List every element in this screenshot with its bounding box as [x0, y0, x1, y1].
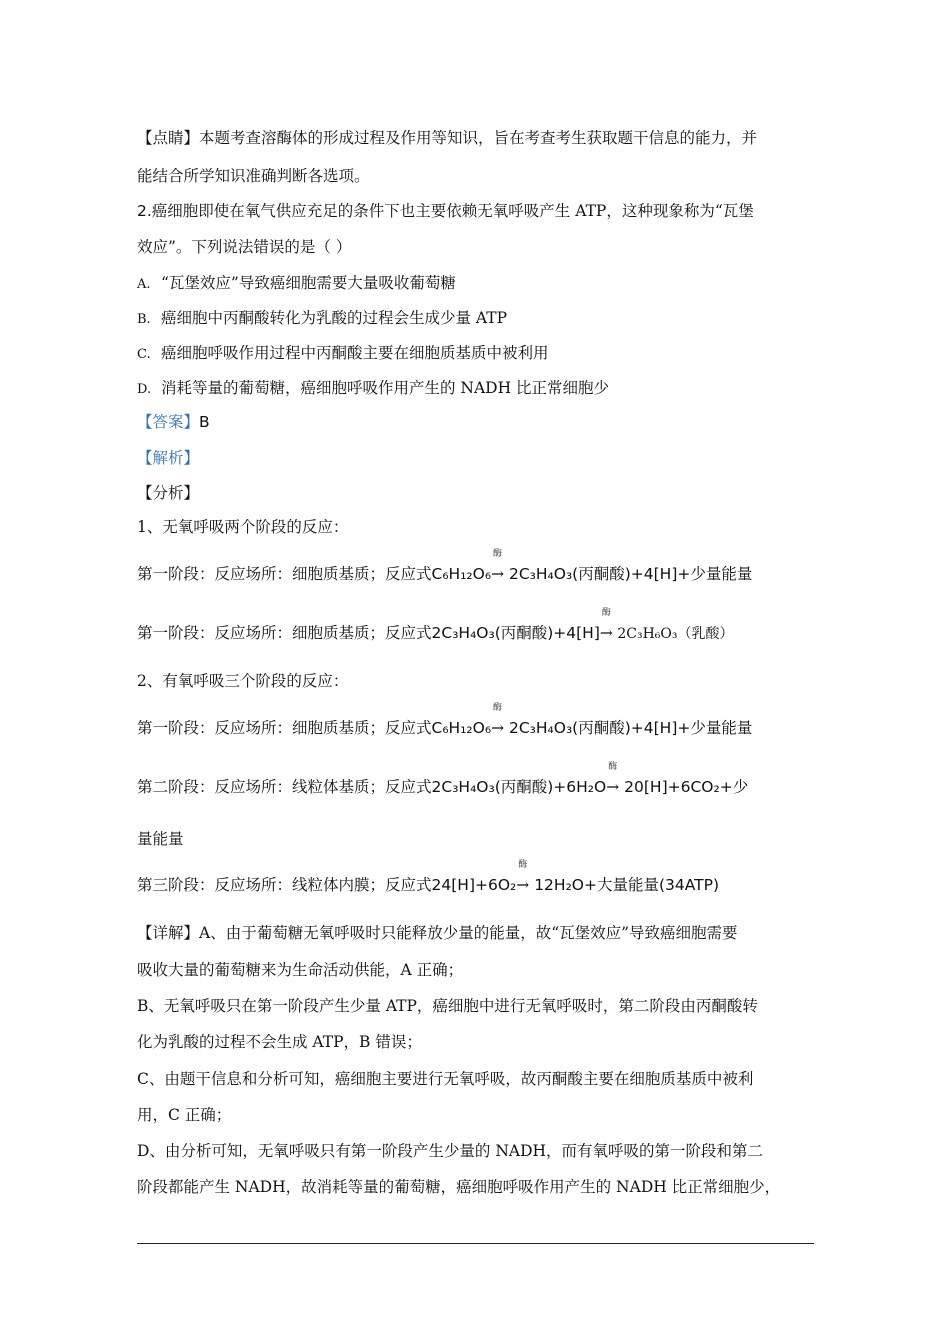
- aerobic-s2-prefix: 第二阶段：反应场所：线粒体基质；反应式: [137, 778, 432, 796]
- answer-label: 【答案】: [137, 413, 200, 431]
- enzyme-label: 酶: [493, 703, 503, 713]
- option-d-letter: D.: [137, 382, 152, 397]
- aerobic-stage-2-cont: 量能量: [137, 830, 184, 848]
- aerobic-stage-2: [137, 762, 813, 797]
- fenxi-label: 【分析】: [137, 484, 200, 502]
- answer-line: [137, 412, 813, 432]
- anaerobic-s1-product: 2C₃H₄O₃(丙酮酸)+4[H]+: [504, 565, 691, 583]
- enzyme-label: 酶: [518, 860, 528, 870]
- dianjing-line-2: 能结合所学知识准确判断各选项。: [137, 167, 370, 185]
- aerobic-s3-arrow: 酶 →: [516, 875, 529, 895]
- detail-line-3: B、无氧呼吸只在第一阶段产生少量 ATP，癌细胞中进行无氧呼吸时，第二阶段由丙酮酸转: [137, 997, 758, 1015]
- aerobic-stage-1: [137, 703, 813, 738]
- aerobic-s2-reactant: 2C₃H₄O₃(丙酮酸)+6H₂O: [431, 778, 607, 796]
- anaerobic-s2-product: 2C₃H₆O₃（乳酸）: [612, 626, 734, 642]
- aerobic-s1-prefix: 第一阶段：反应场所：细胞质基质；反应式: [137, 719, 432, 737]
- aerobic-s3-atp: (34ATP): [659, 876, 720, 894]
- detail-line-8: 阶段都能产生 NADH，故消耗等量的葡萄糖，癌细胞呼吸作用产生的 NADH 比正常细胞少，: [137, 1178, 781, 1196]
- detail-line-7: D、由分析可知，无氧呼吸只有第一阶段产生少量的 NADH，而有氧呼吸的第一阶段和第二: [137, 1142, 764, 1160]
- detail-line-5: C、由题干信息和分析可知，癌细胞主要进行无氧呼吸，故丙酮酸主要在细胞质基质中被利: [137, 1070, 754, 1088]
- anaerobic-s2-prefix: 第一阶段：反应场所：细胞质基质；反应式: [137, 624, 432, 642]
- option-c: [137, 343, 813, 365]
- anaerobic-s1-prefix: 第一阶段：反应场所：细胞质基质；反应式: [137, 565, 432, 583]
- question-number: 2.: [137, 202, 152, 220]
- aerobic-s3-tail: 大量能量: [596, 876, 659, 894]
- aerobic-s2-arrow: 酶 →: [606, 777, 619, 797]
- answer-value: B: [199, 413, 210, 431]
- option-a: [137, 273, 813, 295]
- aerobic-stage-3: [137, 860, 813, 895]
- detail-line-1: 【详解】A、由于葡萄糖无氧呼吸时只能释放少量的能量，故“瓦堡效应”导致癌细胞需要: [137, 924, 738, 942]
- anaerobic-s2-arrow: 酶 →: [600, 623, 613, 643]
- question-stem-1: 癌细胞即使在氧气供应充足的条件下也主要依赖无氧呼吸产生 ATP，这种现象称为“瓦堡: [151, 202, 754, 220]
- anaerobic-stage-2: [137, 608, 813, 644]
- enzyme-label: 酶: [601, 608, 611, 618]
- aerobic-s3-reactant: 24[H]+6O₂: [431, 876, 517, 894]
- option-a-text: “瓦堡效应”导致癌细胞需要大量吸收葡萄糖: [161, 274, 456, 292]
- aerobic-s1-arrow: 酶 →: [491, 718, 504, 738]
- option-a-letter: A.: [137, 277, 151, 292]
- anaerobic-s1-arrow: 酶 →: [491, 564, 504, 584]
- aerobic-s1-reactant: C₆H₁₂O₆: [431, 719, 492, 737]
- enzyme-label: 酶: [493, 549, 503, 559]
- aerobic-s1-tail: 少量能量: [690, 719, 753, 737]
- anaerobic-s2-reactant: 2C₃H₄O₃(丙酮酸)+4[H]: [431, 624, 600, 642]
- dianjing-line-1: 【点睛】本题考查溶酶体的形成过程及作用等知识，旨在考查考生获取题干信息的能力，并: [137, 129, 758, 147]
- detail-line-4: 化为乳酸的过程不会生成 ATP，B 错误；: [137, 1033, 422, 1051]
- option-b-text: 癌细胞中丙酮酸转化为乳酸的过程会生成少量 ATP: [161, 309, 508, 327]
- detail-line-2: 吸收大量的葡萄糖来为生命活动供能，A 正确；: [137, 961, 464, 979]
- jiexi-label: 【解析】: [137, 449, 200, 467]
- anaerobic-s1-tail: 少量能量: [690, 565, 753, 583]
- enzyme-label: 酶: [608, 762, 618, 772]
- aerobic-s3-product: 12H₂O+: [529, 876, 597, 894]
- option-b: [137, 308, 813, 330]
- option-d: [137, 378, 813, 400]
- option-c-letter: C.: [137, 347, 151, 362]
- aerobic-s3-prefix: 第三阶段：反应场所：线粒体内膜；反应式: [137, 876, 432, 894]
- anaerobic-heading: 1、无氧呼吸两个阶段的反应：: [137, 518, 349, 536]
- anaerobic-stage-1: [137, 549, 813, 584]
- aerobic-heading: 2、有氧呼吸三个阶段的反应：: [137, 672, 349, 690]
- aerobic-s2-product: 20[H]+6CO₂+: [619, 778, 733, 796]
- detail-line-6: 用，C 正确；: [137, 1106, 232, 1124]
- question-line-1: [137, 201, 813, 221]
- option-c-text: 癌细胞呼吸作用过程中丙酮酸主要在细胞质基质中被利用: [161, 344, 549, 362]
- footer-divider: [137, 1243, 814, 1244]
- question-line-2: 效应”。下列说法错误的是（ ）: [137, 238, 352, 256]
- option-b-letter: B.: [137, 312, 151, 327]
- anaerobic-s1-reactant: C₆H₁₂O₆: [431, 565, 492, 583]
- aerobic-s1-product: 2C₃H₄O₃(丙酮酸)+4[H]+: [504, 719, 691, 737]
- option-d-text: 消耗等量的葡萄糖，癌细胞呼吸作用产生的 NADH 比正常细胞少: [161, 379, 610, 397]
- aerobic-s2-tail: 少: [732, 778, 749, 796]
